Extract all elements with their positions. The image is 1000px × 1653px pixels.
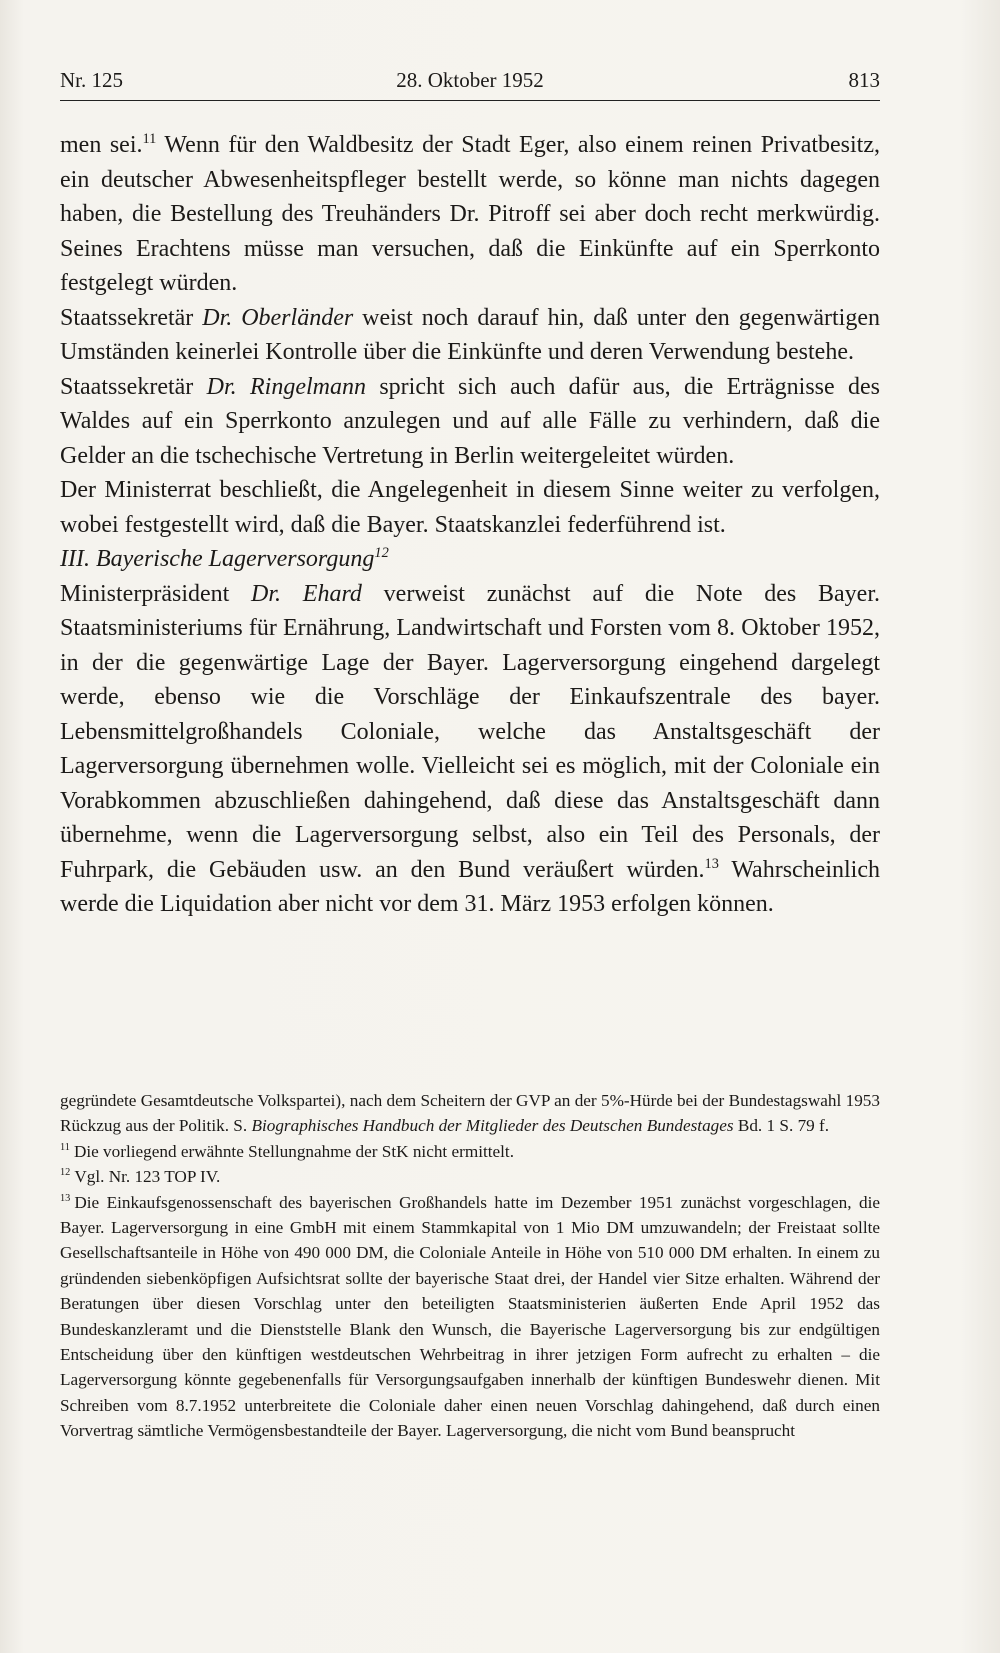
speaker-title: Staatssekretär xyxy=(60,304,203,331)
footnote-11 xyxy=(60,1139,880,1164)
footnote-12 xyxy=(60,1164,880,1189)
paragraph-5-middle: verweist zunächst auf die Note des Bayer. Staatsministeriums für Ernährung, Landwirtschaft und Forsten vom 8. Oktober 1952, in der die gegenwärtige Lage der Bayer. Lagerversorgung eingehend dargelegt werde, ebenso wie die Vorschläge der Einkaufszentrale des bayer. Lebensmittelgroßhandels Coloniale, welche das Anstaltsgeschäft der Lagerversorgung übernehmen wolle. Vielleicht sei es möglich, mit der Coloniale ein Vorabkommen abzuschließen dahingehend, daß diese das Anstaltsgeschäft dann übernehme, wenn die Lagerversorgung selbst, also ein Teil des Personals, der Fuhrpark, die Gebäuden usw. an den Bund veräußert würden. xyxy=(60,580,880,883)
footnote-text: Vgl. Nr. 123 TOP IV. xyxy=(74,1167,221,1187)
paragraph-1-rest: Wenn für den Waldbesitz der Stadt Eger, also einem reinen Privatbesitz, ein deutscher Abwesenheitspfleger bestellt werde, so könne man nichts dagegen haben, die Bestellung des Treuhänders Dr. Pitroff sei aber doch recht merkwürdig. Seines Erachtens müsse man versuchen, daß die Einkünfte auf ein Sperrkonto festgelegt würden. xyxy=(60,132,880,296)
running-header xyxy=(60,66,880,101)
footnote-cont-text: gegründete Gesamtdeutsche Volkspartei), nach dem Scheitern der GVP an der 5%-Hürde bei der Bundestagswahl 1953 Rückzug aus der Politik. S. xyxy=(60,1091,880,1136)
paragraph-2-rest: weist noch darauf hin, daß unter den gegenwärtigen Umständen keinerlei Kontrolle über die Einkünfte und deren Verwendung bestehe. xyxy=(60,304,880,365)
speaker-name: Dr. Ringelmann xyxy=(206,373,366,400)
speaker-title: Ministerpräsident xyxy=(60,580,252,607)
footnote-number: 11 xyxy=(60,1142,70,1154)
paragraph-3 xyxy=(60,370,880,474)
cited-work-title: Biographisches Handbuch der Mitglieder des Deutschen Bundestages xyxy=(251,1116,734,1136)
speaker-name: Dr. Oberländer xyxy=(202,304,354,331)
header-date: 28. Oktober 1952 xyxy=(396,68,544,92)
document-number: Nr. 125 xyxy=(60,68,123,92)
footnote-ref-13: 13 xyxy=(704,855,719,872)
footnotes xyxy=(60,1088,880,1444)
footnote-text: Die Einkaufsgenossenschaft des bayerischen Großhandels hatte im Dezember 1951 zunächst vorgeschlagen, die Bayer. Lagerversorgung in eine GmbH mit einem Stammkapital von 1 Mio DM umzuwandeln; der Freistaat sollte Gesellschaftsanteile in Höhe von 490 000 DM, die Coloniale Anteile in Höhe von 510 000 DM erhalten. In einem zu gründenden siebenköpfigen Aufsichtsrat sollte der bayerische Staat drei, der Handel vier Sitze erhalten. Während der Beratungen über diesen Vorschlag unter den beteiligten Staatsministerien äußerten Ende April 1952 das Bundeskanzleramt und die Dienststelle Blank den Wunsch, die Bayerische Lagerversorgung bis zur endgültigen Entscheidung über den künftigen westdeutschen Wehrbeitrag in ihrer jetzigen Form aufrecht zu erhalten – die Lagerversorgung könnte gegebenenfalls für Versorgungsaufgaben innerhalb der künftigen Bundeswehr dienen. Mit Schreiben vom 8.7.1952 unterbreitete die Coloniale daher einen neuen Vorschlag dahingehend, daß durch einen Vorvertrag sämtliche Vermögensbestandteile der Bayer. Lagerversorgung, die nicht vom Bund beansprucht xyxy=(60,1192,880,1441)
footnote-number: 12 xyxy=(60,1167,71,1179)
section-title-text: III. Bayerische Lagerversorgung xyxy=(60,546,375,572)
paragraph-1 xyxy=(60,128,880,301)
paragraph-3-rest: spricht sich auch dafür aus, die Erträgnisse des Waldes auf ein Sperrkonto anzulegen und auf alle Fälle zu verhindern, daß die Gelder an die tschechische Vertretung in Berlin weitergeleitet würden. xyxy=(60,373,880,469)
section-heading xyxy=(60,542,880,577)
paragraph-4: Der Ministerrat beschließt, die Angelegenheit in diesem Sinne weiter zu verfolgen, wobei festgestellt wird, daß die Bayer. Staatskanzlei federführend ist. xyxy=(60,477,880,538)
paragraph-2 xyxy=(60,301,880,370)
page-number: 813 xyxy=(848,68,880,92)
footnote-ref-12: 12 xyxy=(374,545,389,561)
footnote-text: Die vorliegend erwähnte Stellungnahme der StK nicht ermittelt. xyxy=(73,1141,515,1161)
footnote-cont-end: Bd. 1 S. 79 f. xyxy=(733,1116,830,1136)
paragraph-1-start: men sei. xyxy=(60,132,143,158)
footnote-continuation xyxy=(60,1088,880,1139)
footnote-ref-11: 11 xyxy=(142,131,157,147)
main-text xyxy=(60,128,880,922)
footnote-13 xyxy=(60,1190,880,1444)
footnote-number: 13 xyxy=(60,1192,71,1204)
paragraph-5 xyxy=(60,577,880,922)
speaker-title: Staatssekretär xyxy=(60,373,207,400)
speaker-name: Dr. Ehard xyxy=(251,580,362,607)
paragraph-5-end: Wahrscheinlich werde die Liquidation aber nicht vor dem 31. März 1953 erfolgen können. xyxy=(60,856,880,917)
